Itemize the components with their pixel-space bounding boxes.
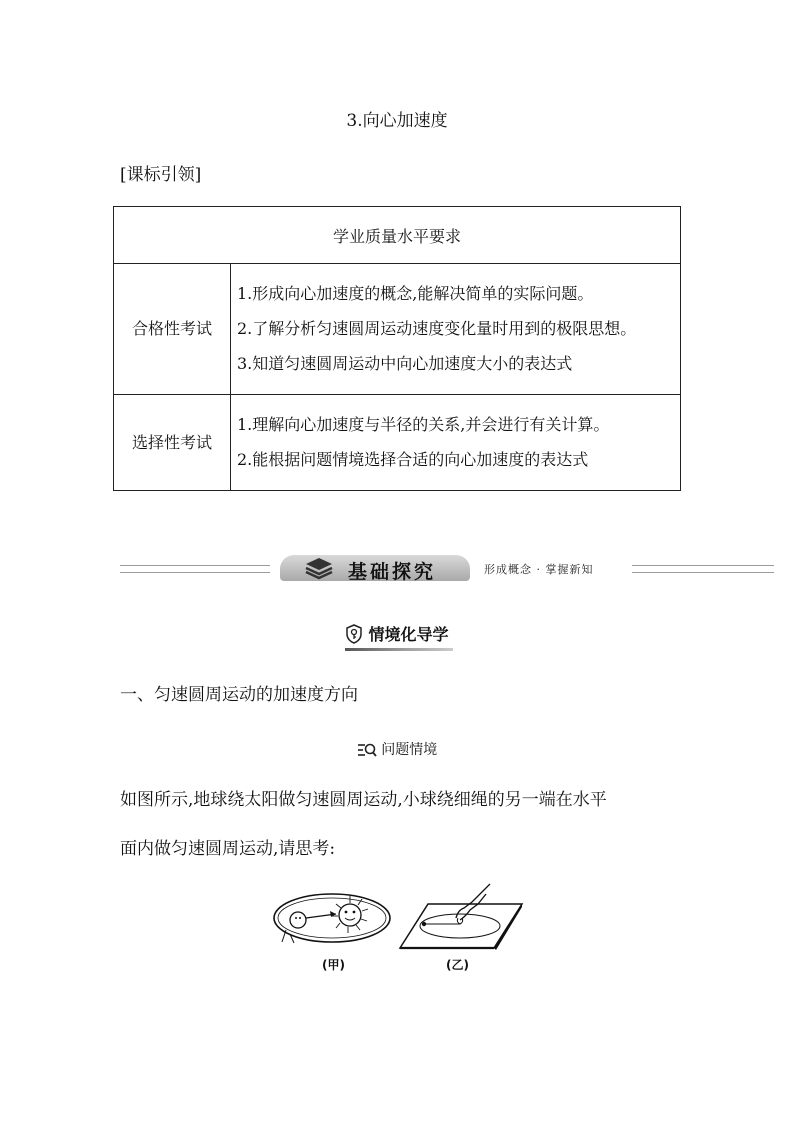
guide-label: [课标引领] <box>120 165 202 185</box>
items-cell <box>231 395 681 491</box>
banner-rule-right <box>632 565 774 573</box>
list-item: 3.知道匀速圆周运动中向心加速度大小的表达式 <box>237 354 573 373</box>
figure-caption-a: (甲) <box>322 958 345 972</box>
page-title: 3.向心加速度 <box>346 111 448 131</box>
table-row <box>114 264 681 395</box>
section-heading <box>0 622 794 651</box>
section-banner <box>120 553 774 583</box>
category-cell: 合格性考试 <box>114 264 231 395</box>
list-item: 2.能根据问题情境选择合适的向心加速度的表达式 <box>237 450 589 469</box>
section-label: 情境化导学 <box>368 625 449 644</box>
table-row <box>114 395 681 491</box>
list-item: 1.形成向心加速度的概念,能解决简单的实际问题。 <box>237 284 594 303</box>
banner-subtitle: 形成概念 · 掌握新知 <box>484 563 594 576</box>
section-underline <box>345 648 452 651</box>
table-header-row <box>114 207 681 264</box>
problem-label-row <box>0 739 794 759</box>
quality-requirements-table <box>113 206 681 491</box>
banner-title: 基础探究 <box>348 561 437 583</box>
list-item: 2.了解分析匀速圆周运动速度变化量时用到的极限思想。 <box>237 319 637 338</box>
layers-icon <box>304 556 334 580</box>
category-cell: 选择性考试 <box>114 395 231 491</box>
heading: 一、匀速圆周运动的加速度方向 <box>120 685 358 705</box>
paragraph-line: 面内做匀速圆周运动,请思考: <box>120 839 336 859</box>
banner-rule-left <box>120 565 270 573</box>
figure-caption-b: (乙) <box>446 958 469 972</box>
paragraph-line: 如图所示,地球绕太阳做匀速圆周运动,小球绕细绳的另一端在水平 <box>120 790 607 810</box>
key-badge-icon <box>345 624 363 644</box>
ball-on-string-figure <box>398 880 524 950</box>
earth-orbit-figure <box>272 890 397 948</box>
problem-label: 问题情境 <box>381 742 438 758</box>
list-item: 1.理解向心加速度与半径的关系,并会进行有关计算。 <box>237 415 610 434</box>
items-cell <box>231 264 681 395</box>
table-header: 学业质量水平要求 <box>114 207 681 264</box>
magnifier-list-icon <box>357 742 377 758</box>
